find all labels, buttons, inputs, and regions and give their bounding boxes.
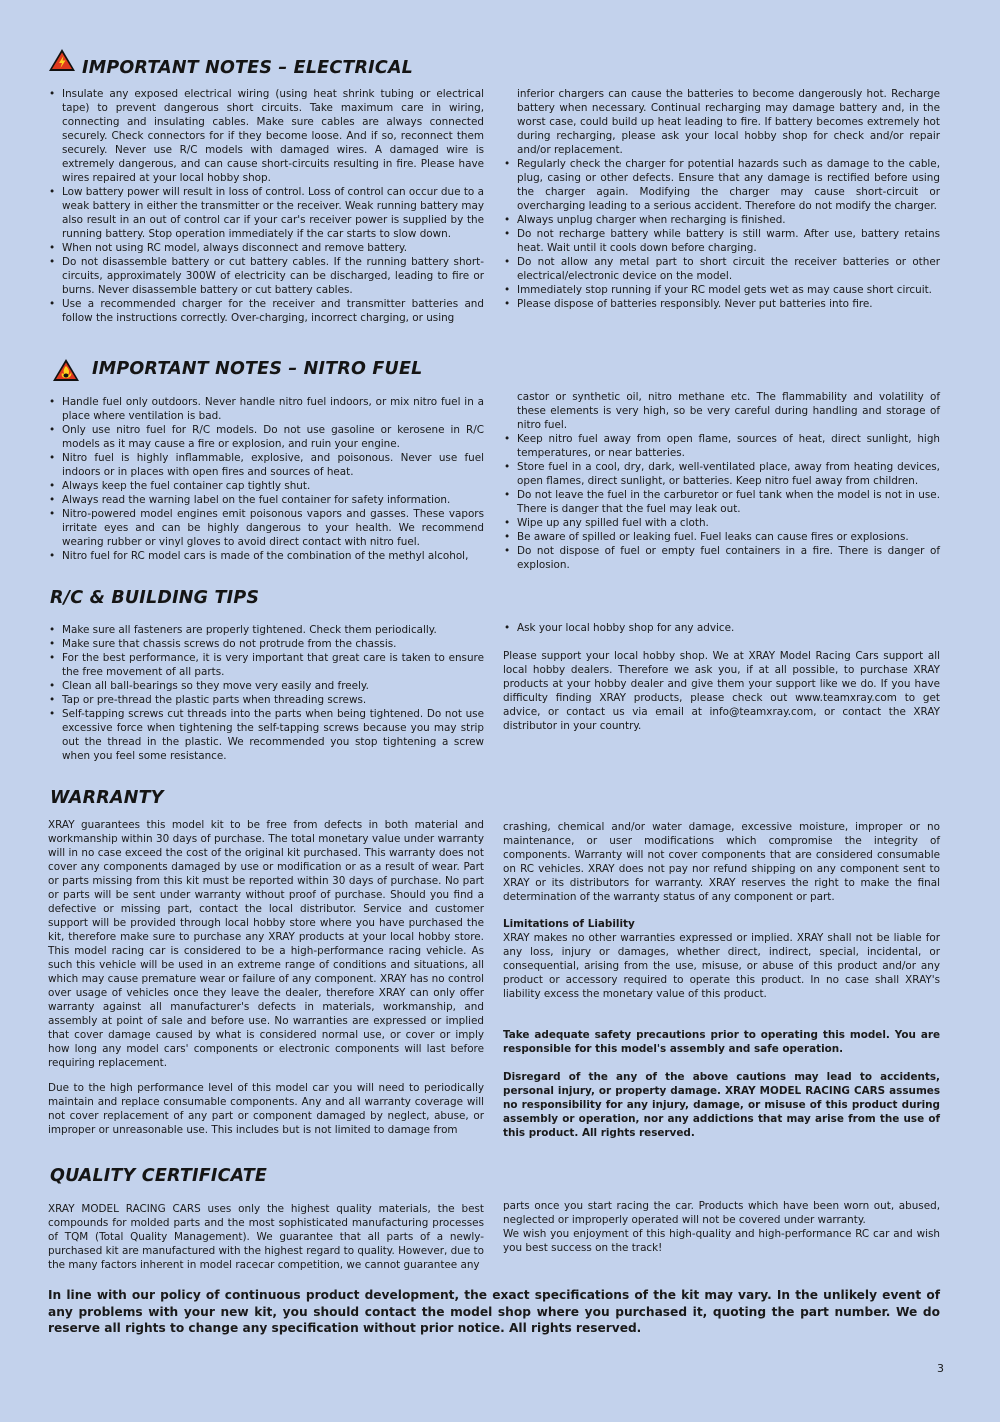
list-item: • Always keep the fuel container cap tightly shut. xyxy=(48,479,484,493)
list-item: • Handle fuel only outdoors. Never handle nitro fuel indoors, or mix nitro fuel in a place where ventilation is bad. xyxy=(48,395,484,423)
hobby-shop-text: Please support your local hobby shop. We at XRAY Model Racing Cars support all local hobby dealers. Therefore we ask you, if at all possible, to purchase XRAY products at your hobby dealer and give them your support like we do. If you have difficulty finding XRAY products, please check out www.teamxray.com to get advice, or contact us via email at info@teamxray.com, or contact the XRAY distributor in your country. xyxy=(503,650,940,732)
list-item: • Only use nitro fuel for R/C models. Do not use gasoline or kerosene in R/C models as it may cause a fire or explosion, and ruin your engine. xyxy=(48,423,484,451)
liability-heading: Limitations of Liability xyxy=(503,918,635,930)
nitro-left-list xyxy=(48,395,484,563)
list-item-continuation: inferior chargers can cause the batteries to become dangerously hot. Recharge battery when necessary. Continual recharging may damage battery and, in the worst case, could build up heat leading to fire. If battery becomes extremely hot during recharging, please ask your local hobby shop for check and/or repair and/or replacement. xyxy=(517,88,940,156)
list-item: • Use a recommended charger for the receiver and transmitter batteries and follow the instructions correctly. Over-charging, incorrect charging, or using xyxy=(48,297,484,325)
tips-heading: R/C & BUILDING TIPS xyxy=(50,588,260,608)
list-item: • Be aware of spilled or leaking fuel. Fuel leaks can cause fires or explosions. xyxy=(503,530,940,544)
warranty-paragraph-3: crashing, chemical and/or water damage, excessive moisture, improper or no maintenance, or user modifications which compromise the integrity of components. Warranty will not cover components that are considered consumable on RC vehicles. XRAY does not pay nor refund shipping on any component sent to XRAY or its distributors for warranty. XRAY reserves the right to make the final determination of the warranty status of any component or part. xyxy=(503,821,940,903)
list-item: • Keep nitro fuel away from open flame, sources of heat, direct sunlight, high temperatures, or near batteries. xyxy=(503,432,940,460)
quality-text: parts once you start racing the car. Products which have been worn out, abused, neglected or improperly operated will not be covered under warranty. xyxy=(503,1200,940,1226)
quality-paragraph-1: XRAY MODEL RACING CARS uses only the highest quality materials, the best compounds for molded parts and the most sophisticated manufacturing processes of TQM (Total Quality Management). We guarantee that all parts of a newly-purchased kit are manufactured with the highest regard to quality. However, due to the many factors inherent in model racecar competition, we cannot guarantee any xyxy=(48,1203,484,1271)
list-item: • Always unplug charger when recharging is finished. xyxy=(503,213,940,227)
list-item: • Insulate any exposed electrical wiring (using heat shrink tubing or electrical tape) to prevent dangerous short circuits. Take maximum care in wiring, connecting and insulating cables. Make sure cables are always connected securely. Check connectors for if they become loose. And if so, reconnect them securely. Never use R/C models with damaged wires. A damaged wire is extremely dangerous, and can cause short-circuits resulting in fire. Please have wires repaired at your local hobby shop. xyxy=(48,87,484,185)
electrical-left-list xyxy=(48,87,484,325)
fire-warning-icon xyxy=(52,358,80,382)
electrical-warning-icon xyxy=(48,48,76,72)
quality-heading: QUALITY CERTIFICATE xyxy=(50,1166,268,1186)
wishes-text: We wish you enjoyment of this high-quality and high-performance RC car and wish you best success on the track! xyxy=(503,1228,940,1254)
list-item: • Nitro fuel is highly inflammable, explosive, and poisonous. Never use fuel indoors or in places with open fires and sources of heat. xyxy=(48,451,484,479)
list-item: • Store fuel in a cool, dry, dark, well-ventilated place, away from heating devices, open flames, direct sunlight, or batteries. Keep nitro fuel away from children. xyxy=(503,460,940,488)
list-item: • Please dispose of batteries responsibly. Never put batteries into fire. xyxy=(503,297,940,311)
page-number: 3 xyxy=(937,1362,944,1375)
list-item: • Make sure that chassis screws do not protrude from the chassis. xyxy=(48,637,484,651)
list-item: • Nitro fuel for RC model cars is made of the combination of the methyl alcohol, xyxy=(48,549,484,563)
list-item: • Wipe up any spilled fuel with a cloth. xyxy=(503,516,940,530)
warranty-heading: WARRANTY xyxy=(50,788,164,808)
warranty-paragraph-1: XRAY guarantees this model kit to be free from defects in both material and workmanship within 30 days of purchase. The total monetary value under warranty will in no case exceed the cost of the original kit purchased. This warranty does not cover any components damaged by use or modification or as a result of wear. Part or parts missing from this kit must be reported within 30 days of purchase. No part or parts will be sent under warranty without proof of purchase. Should you find a defective or missing part, contact the local distributor. Service and customer support will be provided through local hobby store where you have purchased the kit, therefore make sure to purchase any XRAY products at your local hobby store. This model racing car is considered to be a high-performance racing vehicle. As such this vehicle will be used in an extreme range of conditions and situations, all which may cause premature wear or failure of any component. XRAY has no control over usage of vehicles once they leave the dealer, therefore XRAY can only offer warranty against all manufacturer's defects in materials, workmanship, and assembly at point of sale and before use. No warranties are expressed or implied that cover damage caused by what is considered normal use, or cover or imply how long any model cars' components or electronic components will last before requiring replacement. xyxy=(48,819,484,1069)
list-item: • Nitro-powered model engines emit poisonous vapors and gasses. These vapors irritate eyes and can be highly dangerous to your health. We recommend wearing rubber or vinyl gloves to avoid direct contact with nitro fuel. xyxy=(48,507,484,549)
tips-left-list xyxy=(48,623,484,763)
specification-notice: In line with our policy of continuous product development, the exact specifications of the kit may vary. In the unlikely event of any problems with your new kit, you should contact the model shop where you purchased it, quoting the part number. We do reserve all rights to change any specification without prior notice. All rights reserved. xyxy=(48,1288,940,1335)
warranty-paragraph-2: Due to the high performance level of this model car you will need to periodically maintain and replace consumable components. Any and all warranty coverage will not cover replacement of any part or component damaged by neglect, abuse, or improper or unreasonable use. This includes but is not limited to damage from xyxy=(48,1082,484,1136)
electrical-heading: IMPORTANT NOTES – ELECTRICAL xyxy=(82,58,414,78)
list-item: • Do not leave the fuel in the carburetor or fuel tank when the model is not in use. There is danger that the fuel may leak out. xyxy=(503,488,940,516)
list-item: • Ask your local hobby shop for any advice. xyxy=(503,621,940,635)
electrical-right-list xyxy=(503,87,940,311)
list-item: • When not using RC model, always disconnect and remove battery. xyxy=(48,241,484,255)
list-item: • Always read the warning label on the fuel container for safety information. xyxy=(48,493,484,507)
nitro-heading: IMPORTANT NOTES – NITRO FUEL xyxy=(92,359,423,379)
hobby-shop-paragraph xyxy=(503,649,940,733)
quality-paragraph-2 xyxy=(503,1199,940,1255)
nitro-right-list xyxy=(503,390,940,572)
list-item: • Do not recharge battery while battery is still warm. After use, battery retains heat. Wait until it cools down before charging. xyxy=(503,227,940,255)
disclaimer-notice: Disregard of the any of the above cautions may lead to accidents, personal injury, or property damage. XRAY MODEL RACING CARS assumes no responsibility for any injury, damage, or misuse of this product during assembly or operation, nor any addictions that may arise from the use of this product. All rights reserved. xyxy=(503,1071,940,1139)
list-item: • Make sure all fasteners are properly tightened. Check them periodically. xyxy=(48,623,484,637)
tips-right-list xyxy=(503,621,940,635)
list-item: • For the best performance, it is very important that great care is taken to ensure the free movement of all parts. xyxy=(48,651,484,679)
list-item: • Do not allow any metal part to short circuit the receiver batteries or other electrical/electronic device on the model. xyxy=(503,255,940,283)
list-item: • Tap or pre-thread the plastic parts when threading screws. xyxy=(48,693,484,707)
list-item-continuation: castor or synthetic oil, nitro methane etc. The flammability and volatility of these elements is very high, so be very careful during handling and storage of nitro fuel. xyxy=(517,391,940,431)
list-item: • Low battery power will result in loss of control. Loss of control can occur due to a weak battery in either the transmitter or the receiver. Weak running battery may also result in an out of control car if your car's receiver power is supplied by the running battery. Stop operation immediately if the car starts to slow down. xyxy=(48,185,484,241)
list-item: • Regularly check the charger for potential hazards such as damage to the cable, plug, casing or other defects. Ensure that any damage is rectified before using the charger again. Modifying the charger may cause short-circuit or overcharging leading to a serious accident. Therefore do not modify the charger. xyxy=(503,157,940,213)
safety-notice: Take adequate safety precautions prior to operating this model. You are responsible for this model's assembly and safe operation. xyxy=(503,1029,940,1055)
liability-paragraph: XRAY makes no other warranties expressed or implied. XRAY shall not be liable for any loss, injury or damages, whether direct, indirect, special, incidental, or consequential, arising from the use, misuse, or abuse of this product and/or any product or accessory required to operate this product. In no case shall XRAY's liability excess the monetary value of this product. xyxy=(503,932,940,1000)
list-item: • Self-tapping screws cut threads into the parts when being tightened. Do not use excessive force when tightening the self-tapping screws because you may strip out the thread in the plastic. We recommended you stop tightening a screw when you feel some resistance. xyxy=(48,707,484,763)
list-item: • Clean all ball-bearings so they move very easily and freely. xyxy=(48,679,484,693)
list-item: • Immediately stop running if your RC model gets wet as may cause short circuit. xyxy=(503,283,940,297)
list-item: • Do not dispose of fuel or empty fuel containers in a fire. There is danger of explosion. xyxy=(503,544,940,572)
list-item: • Do not disassemble battery or cut battery cables. If the running battery short-circuits, approximately 300W of electricity can be discharged, leading to fire or burns. Never disassemble battery or cut battery cables. xyxy=(48,255,484,297)
